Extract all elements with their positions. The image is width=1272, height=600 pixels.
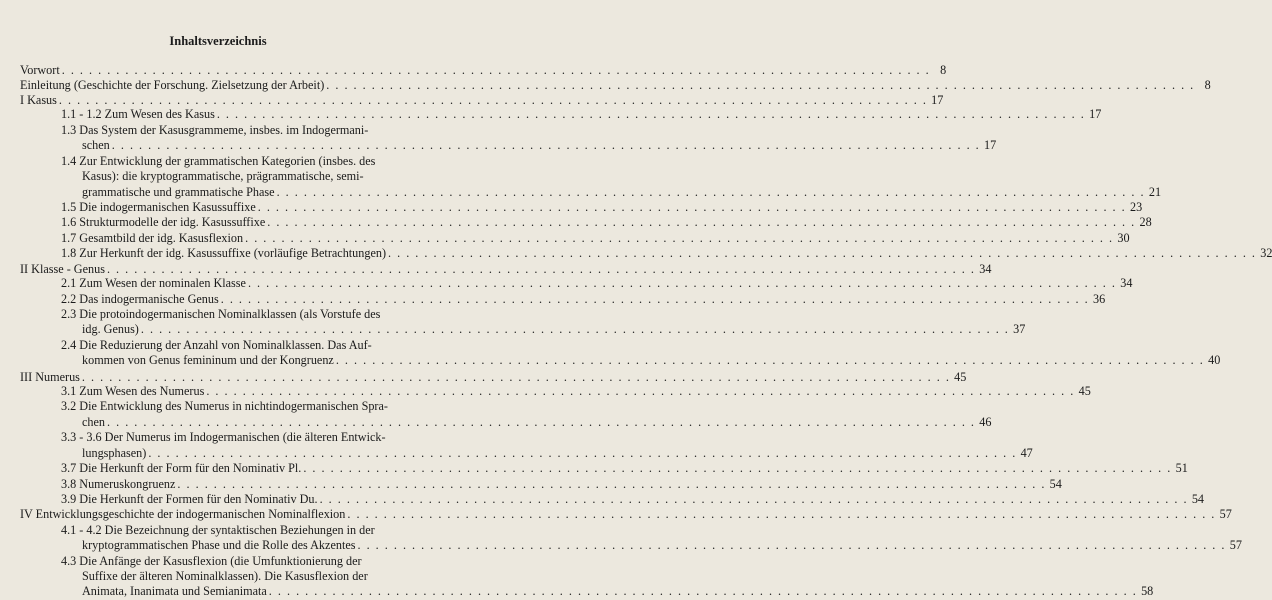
page-number: 47	[1020, 446, 1033, 460]
leader-dots	[388, 246, 1256, 261]
leader-dots	[62, 63, 930, 78]
toc-text: 1.4 Zur Entwicklung der grammatischen Kategorien (insbes. des	[61, 154, 376, 168]
page-number: 54	[1191, 492, 1205, 506]
toc-text: 1.8 Zur Herkunft der idg. Kasussuffixe (vorläufige Betrachtungen)	[61, 246, 387, 260]
page-number: 46	[979, 415, 992, 429]
toc-text: Suffixe der älteren Nominalklassen). Die Kasusflexion der	[82, 569, 368, 583]
toc-text: chen	[82, 415, 106, 429]
leader-dots	[112, 138, 980, 153]
toc-text: 3.7 Die Herkunft der Form für den Nominativ Pl.	[61, 461, 302, 475]
toc-entry	[61, 276, 1133, 291]
leader-dots	[267, 215, 1135, 230]
page-number: 17	[1089, 107, 1102, 121]
toc-text: 2.2 Das indogermanische Genus	[61, 292, 219, 306]
toc-text: lungsphasen)	[82, 446, 147, 460]
toc-entry	[61, 477, 1062, 492]
toc-text: Einleitung (Geschichte der Forschung. Zielsetzung der Arbeit)	[20, 78, 325, 92]
toc-entry	[20, 262, 992, 277]
page-number: 51	[1175, 461, 1188, 475]
page-number: 57	[1229, 538, 1242, 552]
toc-line	[82, 169, 416, 184]
toc-text: 1.5 Die indogermanischen Kasussuffixe	[61, 200, 256, 214]
page-number: 30	[1117, 231, 1130, 245]
toc-line	[61, 430, 416, 445]
toc-entry	[20, 370, 967, 385]
toc-text: IV Entwicklungsgeschichte der indogermanischen Nominalflexion	[20, 507, 346, 521]
toc-entry	[82, 538, 1242, 553]
toc-text: kommen von Genus femininum und der Kongruenz	[82, 353, 334, 367]
toc-line	[61, 123, 416, 138]
toc-text: 2.4 Die Reduzierung der Anzahl von Nominalklassen. Das Auf-	[61, 338, 372, 352]
page-number: 21	[1148, 185, 1162, 199]
page-number: 23	[1130, 200, 1143, 214]
toc-text: grammatische und grammatische Phase	[82, 185, 275, 199]
toc-text: kryptogrammatischen Phase und die Rolle des Akzentes	[82, 538, 356, 552]
page-number: 17	[931, 93, 944, 107]
toc-text: III Numerus	[20, 370, 80, 384]
toc-entry	[82, 353, 1221, 368]
leader-dots	[326, 78, 1194, 93]
toc-text: 3.3 - 3.6 Der Numerus im Indogermanischen (die älteren Entwick-	[61, 430, 386, 444]
leader-dots	[141, 322, 1009, 337]
toc-entry	[61, 246, 1272, 261]
toc-text: 2.1 Zum Wesen der nominalen Klasse	[61, 276, 246, 290]
leader-dots	[245, 231, 1113, 246]
leader-dots	[107, 262, 975, 277]
leader-dots	[59, 93, 927, 108]
leader-dots	[82, 370, 950, 385]
toc-entry	[82, 322, 1026, 337]
toc-text: I Kasus	[20, 93, 57, 107]
toc-entry	[61, 384, 1091, 399]
toc-entry	[20, 63, 947, 78]
page-number: 58	[1141, 584, 1154, 598]
toc-line	[61, 399, 416, 414]
leader-dots	[320, 492, 1188, 507]
toc-entry	[20, 78, 1211, 93]
toc-text: 1.6 Strukturmodelle der idg. Kasussuffixe	[61, 215, 266, 229]
page-number: 34	[1120, 276, 1133, 290]
toc-text: 3.9 Die Herkunft der Formen für den Nominativ Du.	[61, 492, 318, 506]
toc-entry	[61, 461, 1188, 476]
toc-line	[61, 554, 416, 569]
toc-line	[61, 307, 416, 322]
toc-line	[61, 154, 416, 169]
leader-dots	[258, 200, 1126, 215]
toc-entry	[82, 415, 992, 430]
page-number: 45	[954, 370, 967, 384]
toc-text: Kasus): die kryptogrammatische, prägrammatische, semi-	[82, 169, 364, 183]
page-number: 40	[1208, 353, 1221, 367]
leader-dots	[248, 276, 1116, 291]
toc-entry	[61, 292, 1106, 307]
page-number: 37	[1013, 322, 1026, 336]
toc-text: 4.1 - 4.2 Die Bezeichnung der syntaktischen Beziehungen in der	[61, 523, 375, 537]
toc-text: 1.7 Gesamtbild der idg. Kasusflexion	[61, 231, 244, 245]
page-title: Inhaltsverzeichnis	[169, 34, 267, 48]
toc-text: Animata, Inanimata und Semianimata	[82, 584, 267, 598]
toc-text: schen	[82, 138, 110, 152]
page-number: 54	[1049, 477, 1062, 491]
leader-dots	[347, 507, 1215, 522]
toc-entry	[61, 215, 1152, 230]
leader-dots	[206, 384, 1074, 399]
leader-dots	[357, 538, 1225, 553]
leader-dots	[177, 477, 1045, 492]
toc-entry	[61, 231, 1130, 246]
toc-text: 3.8 Numeruskongruenz	[61, 477, 176, 491]
toc-line	[82, 569, 416, 584]
page-number: 8	[1204, 78, 1211, 92]
page-number: 57	[1219, 507, 1232, 521]
page-number: 17	[984, 138, 997, 152]
toc-entry	[61, 200, 1143, 215]
leader-dots	[107, 415, 975, 430]
page-number: 36	[1093, 292, 1106, 306]
page-number: 34	[979, 262, 992, 276]
leader-dots	[221, 292, 1089, 307]
leader-dots	[269, 584, 1137, 599]
page-number: 8	[940, 63, 947, 77]
page-number: 32	[1260, 246, 1272, 260]
toc-text: 1.3 Das System der Kasusgrammeme, insbes. im Indogermani-	[61, 123, 369, 137]
leader-dots	[277, 185, 1145, 200]
toc-text: 2.3 Die protoindogermanischen Nominalklassen (als Vorstufe des	[61, 307, 381, 321]
toc-entry	[82, 446, 1033, 461]
leader-dots	[336, 353, 1204, 368]
toc-entry	[61, 492, 1205, 507]
page-number: 28	[1139, 215, 1152, 229]
toc-text: 4.3 Die Anfänge der Kasusflexion (die Umfunktionierung der	[61, 554, 362, 568]
toc-text: Vorwort	[20, 63, 60, 77]
leader-dots	[148, 446, 1016, 461]
toc-entry	[82, 584, 1154, 599]
page-number: 45	[1078, 384, 1091, 398]
toc-text: II Klasse - Genus	[20, 262, 105, 276]
toc-text: 3.1 Zum Wesen des Numerus	[61, 384, 205, 398]
toc-entry	[61, 107, 1102, 122]
toc-entry	[82, 185, 1162, 200]
toc-entry	[20, 507, 1232, 522]
toc-text: idg. Genus)	[82, 322, 139, 336]
leader-dots	[303, 461, 1171, 476]
toc-entry	[82, 138, 997, 153]
toc-line	[61, 523, 416, 538]
toc-line	[61, 338, 416, 353]
leader-dots	[217, 107, 1085, 122]
toc-entry	[20, 93, 944, 108]
toc-text: 1.1 - 1.2 Zum Wesen des Kasus	[61, 107, 215, 121]
toc-text: 3.2 Die Entwicklung des Numerus in nichtindogermanischen Spra-	[61, 399, 388, 413]
